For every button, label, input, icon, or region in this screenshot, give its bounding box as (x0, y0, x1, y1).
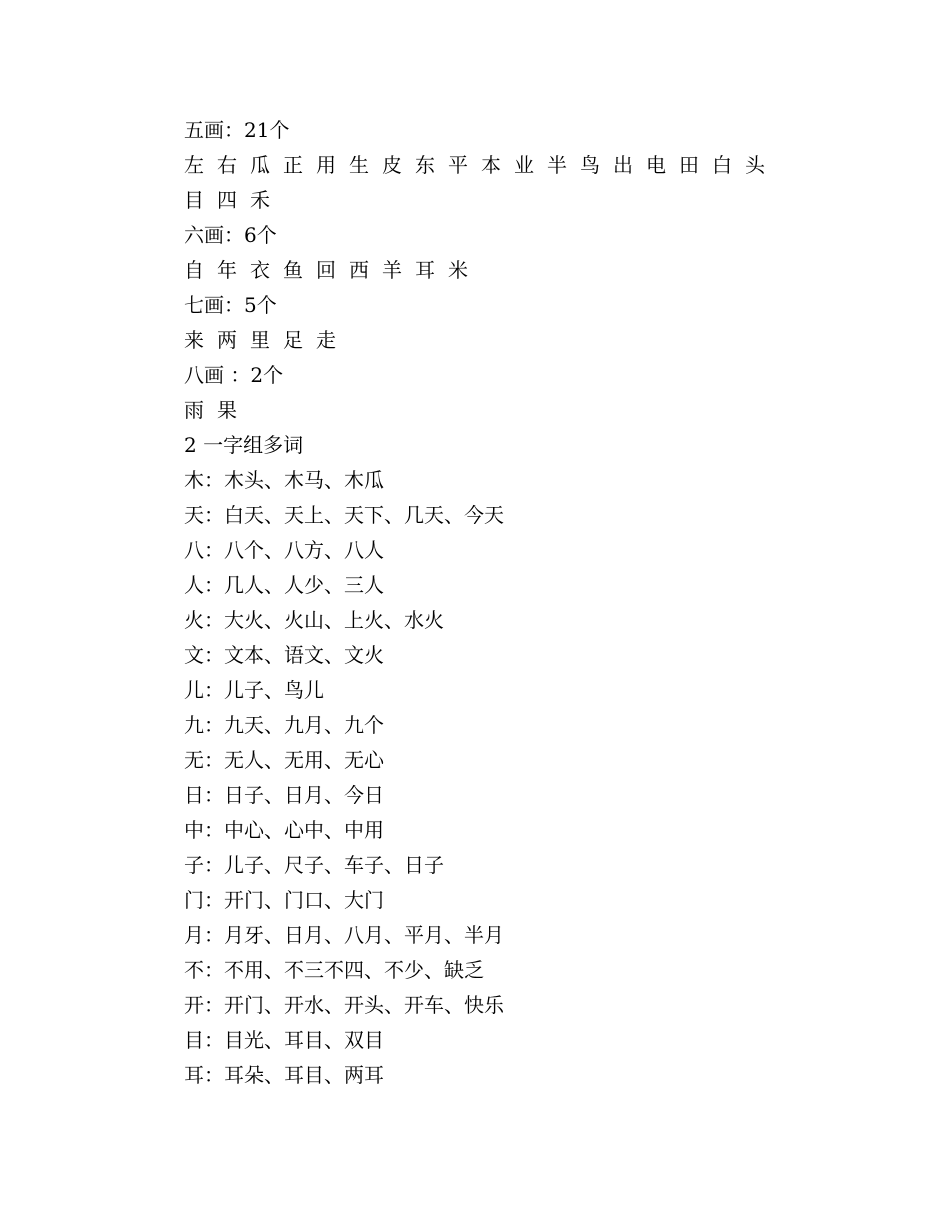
word-entry: 子：儿子、尺子、车子、日子 (184, 853, 444, 877)
stroke-group-6 (184, 218, 804, 288)
char-item: 右 (217, 153, 237, 177)
char-item: 鸟 (580, 153, 600, 177)
char-item: 白 (712, 153, 732, 177)
char-item: 雨 (184, 398, 204, 422)
word-entry: 八：八个、八方、八人 (184, 538, 384, 562)
char-item: 本 (481, 153, 501, 177)
char-item: 里 (250, 328, 270, 352)
char-item: 衣 (250, 258, 270, 282)
word-entry: 日：日子、日月、今日 (184, 783, 384, 807)
char-item: 禾 (250, 188, 270, 212)
word-group-section (184, 428, 804, 1093)
char-item: 半 (547, 153, 567, 177)
word-entry: 不：不用、不三不四、不少、缺乏 (184, 958, 484, 982)
char-item: 用 (316, 153, 336, 177)
stroke-heading: 八画 ：2个 (184, 363, 284, 387)
word-entry: 月：月牙、日月、八月、平月、半月 (184, 923, 504, 947)
word-entry: 儿：儿子、鸟儿 (184, 678, 324, 702)
char-item: 走 (316, 328, 336, 352)
word-entry: 九：九天、九月、九个 (184, 713, 384, 737)
char-list (184, 148, 799, 218)
word-entry: 文：文本、语文、文火 (184, 643, 384, 667)
char-item: 东 (415, 153, 435, 177)
stroke-group-5 (184, 113, 804, 218)
char-item: 耳 (415, 258, 435, 282)
char-item: 左 (184, 153, 204, 177)
char-item: 平 (448, 153, 468, 177)
char-item: 业 (514, 153, 534, 177)
word-entry: 无：无人、无用、无心 (184, 748, 384, 772)
char-item: 电 (646, 153, 666, 177)
char-item: 年 (217, 258, 237, 282)
char-list (184, 323, 799, 358)
char-item: 果 (217, 398, 237, 422)
word-entry: 中：中心、心中、中用 (184, 818, 384, 842)
char-item: 鱼 (283, 258, 303, 282)
char-item: 皮 (382, 153, 402, 177)
char-item: 羊 (382, 258, 402, 282)
word-entry: 木：木头、木马、木瓜 (184, 468, 384, 492)
char-item: 两 (217, 328, 237, 352)
char-item: 四 (217, 188, 237, 212)
char-item: 来 (184, 328, 204, 352)
char-item: 正 (283, 153, 303, 177)
char-list (184, 393, 799, 428)
word-entry-list (184, 463, 804, 1093)
char-item: 回 (316, 258, 336, 282)
char-item: 米 (448, 258, 468, 282)
word-entry: 目：目光、耳目、双目 (184, 1028, 384, 1052)
char-item: 生 (349, 153, 369, 177)
stroke-heading: 七画：5个 (184, 293, 277, 317)
char-item: 出 (613, 153, 633, 177)
char-item: 田 (679, 153, 699, 177)
word-entry: 耳：耳朵、耳目、两耳 (184, 1063, 384, 1087)
word-entry: 开：开门、开水、开头、开车、快乐 (184, 993, 504, 1017)
word-entry: 天：白天、天上、天下、几天、今天 (184, 503, 504, 527)
word-entry: 人：几人、人少、三人 (184, 573, 384, 597)
word-entry: 火：大火、火山、上火、水火 (184, 608, 444, 632)
section-heading: 2 一字组多词 (184, 433, 304, 457)
document-content (184, 113, 804, 1093)
stroke-group-7 (184, 288, 804, 358)
word-entry: 门：开门、门口、大门 (184, 888, 384, 912)
char-item: 足 (283, 328, 303, 352)
stroke-heading: 五画：21个 (184, 118, 290, 142)
stroke-group-8 (184, 358, 804, 428)
stroke-heading: 六画：6个 (184, 223, 277, 247)
char-item: 西 (349, 258, 369, 282)
char-item: 目 (184, 188, 204, 212)
char-item: 头 (745, 153, 765, 177)
char-item: 瓜 (250, 153, 270, 177)
char-list (184, 253, 799, 288)
char-item: 自 (184, 258, 204, 282)
